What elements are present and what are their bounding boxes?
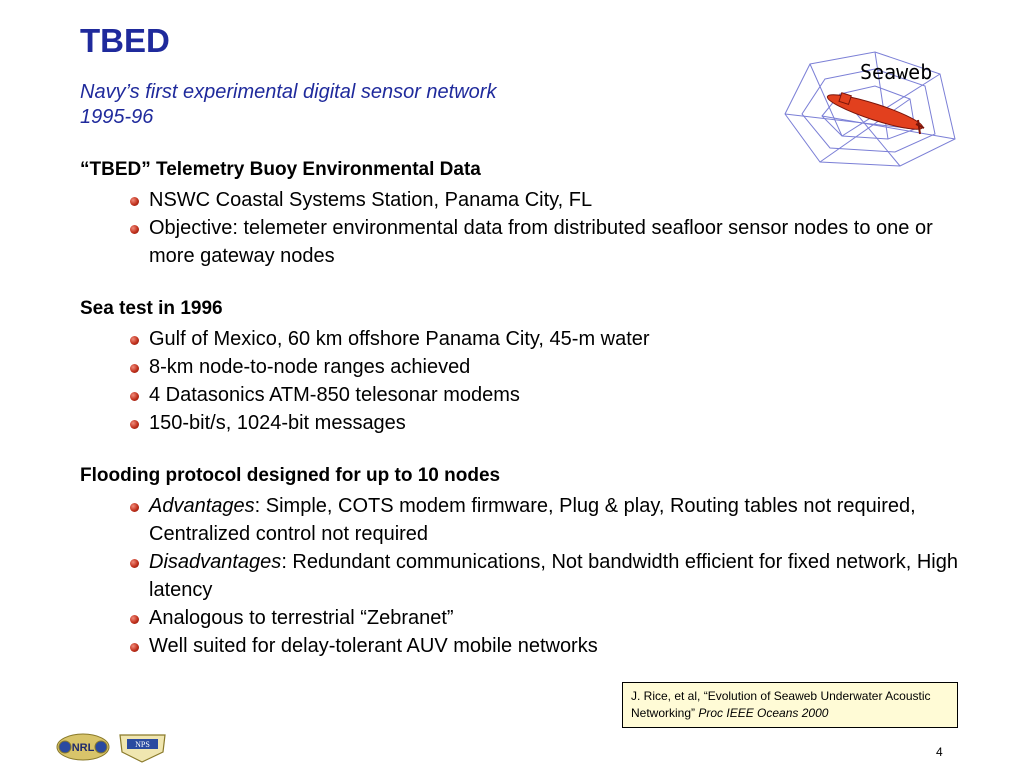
institution-logos	[55, 730, 170, 765]
citation-paper: “Evolution of Seaweb Underwater Acoustic Networking”	[631, 689, 931, 720]
bullet-item	[80, 214, 960, 270]
bullet-icon	[130, 392, 139, 401]
bullet-text: 4 Datasonics ATM-850 telesonar modems	[149, 384, 520, 406]
citation-authors: J. Rice, et al,	[631, 689, 704, 703]
citation-venue: Proc IEEE Oceans 2000	[695, 706, 829, 720]
slide-content	[80, 156, 960, 685]
bullet-text: Gulf of Mexico, 60 km offshore Panama City, 45-m water	[149, 328, 650, 350]
svg-text:NRL: NRL	[71, 742, 95, 754]
page-number: 4	[936, 745, 943, 759]
bullet-item	[80, 548, 960, 604]
bullet-icon	[130, 225, 139, 234]
bullet-icon	[130, 503, 139, 512]
citation-box	[622, 682, 958, 728]
bullet-text: Well suited for delay-tolerant AUV mobile networks	[149, 635, 598, 657]
nrl-logo	[57, 734, 109, 760]
bullet-icon	[130, 364, 139, 373]
bullet-item	[80, 353, 960, 381]
bullet-item	[80, 186, 960, 214]
bullet-text: : Simple, COTS modem firmware, Plug & play, Routing tables not required, Centralized control not required	[149, 495, 916, 545]
subtitle-line-1: Navy’s first experimental digital sensor network	[80, 81, 497, 103]
bullet-icon	[130, 643, 139, 652]
bullet-item	[80, 492, 960, 548]
bullet-item	[80, 381, 960, 409]
slide-title: TBED	[80, 22, 170, 59]
section-3	[80, 462, 960, 660]
svg-text:NPS: NPS	[135, 740, 150, 749]
bullet-text: NSWC Coastal Systems Station, Panama City, FL	[149, 189, 593, 211]
bullet-icon	[130, 559, 139, 568]
slide-subtitle	[80, 80, 496, 130]
section-heading: Flooding protocol designed for up to 10 nodes	[80, 465, 501, 486]
seaweb-label: Seaweb	[860, 60, 933, 84]
bullet-item	[80, 325, 960, 353]
bullet-icon	[130, 336, 139, 345]
bullet-text: 8-km node-to-node ranges achieved	[149, 356, 471, 378]
bullet-item	[80, 604, 960, 632]
bullet-text: Objective: telemeter environmental data from distributed seafloor sensor nodes to one or more gateway nodes	[149, 217, 933, 267]
bullet-text: Analogous to terrestrial “Zebranet”	[149, 607, 454, 629]
bullet-item	[80, 409, 960, 437]
bullet-item	[80, 632, 960, 660]
bullet-emphasis: Disadvantages	[149, 551, 282, 573]
section-heading: “TBED” Telemetry Buoy Environmental Data	[80, 159, 481, 180]
bullet-icon	[130, 197, 139, 206]
bullet-text: : Redundant communications, Not bandwidth efficient for fixed network, High latency	[149, 551, 958, 601]
nps-logo	[120, 735, 165, 762]
subtitle-line-2: 1995-96	[80, 106, 154, 128]
bullet-emphasis: Advantages	[149, 495, 255, 517]
section-1	[80, 156, 960, 270]
section-2	[80, 295, 960, 437]
bullet-icon	[130, 420, 139, 429]
bullet-text: 150-bit/s, 1024-bit messages	[149, 412, 406, 434]
submarine-icon	[825, 89, 925, 135]
bullet-icon	[130, 615, 139, 624]
section-heading: Sea test in 1996	[80, 298, 223, 319]
